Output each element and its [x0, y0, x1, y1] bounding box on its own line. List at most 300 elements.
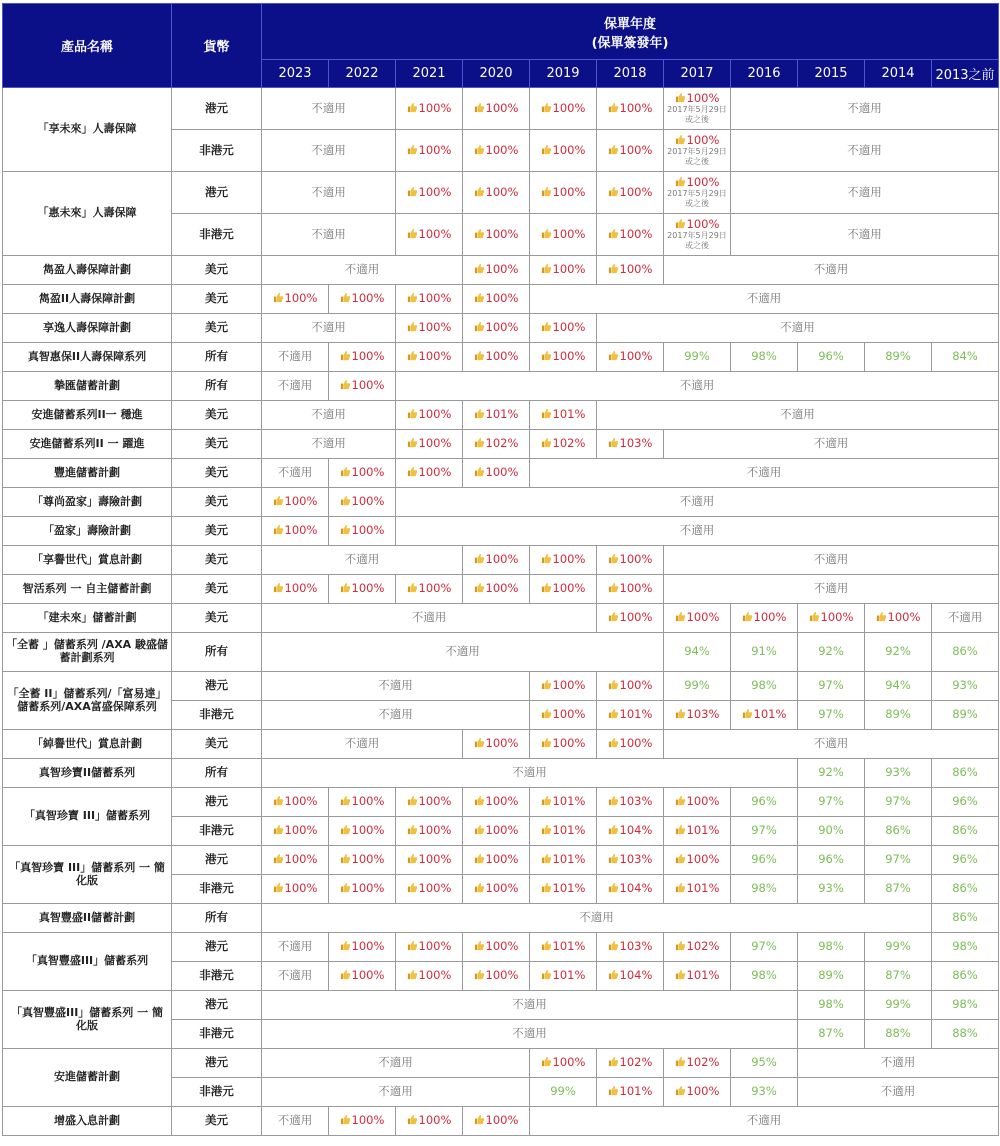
- product-name: 享逸人壽保障計劃: [3, 314, 172, 343]
- thumbs-up-icon: [474, 292, 485, 303]
- header-policy-year: [262, 4, 999, 60]
- ratio-cell-below-target: 87%: [865, 962, 932, 991]
- ratio-value: 100%: [619, 736, 653, 751]
- ratio-value: 101%: [619, 1084, 653, 1099]
- header-year: 2018: [597, 60, 664, 88]
- thumbs-up-icon: [541, 708, 552, 719]
- thumbs-up-icon: [608, 1085, 619, 1096]
- ratio-cell-met-target: [463, 846, 530, 875]
- ratio-cell-below-target: 97%: [731, 817, 798, 846]
- thumbs-up-icon: [474, 228, 485, 239]
- currency: 美元: [172, 430, 262, 459]
- ratio-cell-below-target: 86%: [932, 817, 999, 846]
- currency: 美元: [172, 314, 262, 343]
- ratio-cell-met-target: [329, 933, 396, 962]
- ratio-value: 100%: [485, 736, 519, 751]
- header-year: 2016: [731, 60, 798, 88]
- thumbs-up-icon: [675, 708, 686, 719]
- ratio-value: 100%: [552, 678, 586, 693]
- thumbs-up-icon: [608, 582, 619, 593]
- ratio-cell-met-target: [463, 575, 530, 604]
- ratio-value: 100%: [485, 794, 519, 809]
- ratio-value: 100%: [619, 678, 653, 693]
- ratio-value: 100%: [418, 184, 452, 199]
- thumbs-up-icon: [608, 737, 619, 748]
- ratio-cell-met-target: [396, 430, 463, 459]
- ratio-value: 100%: [619, 262, 653, 277]
- ratio-value: 100%: [552, 142, 586, 157]
- thumbs-up-icon: [474, 940, 485, 951]
- ratio-cell-met-target: [530, 962, 597, 991]
- table-row: [3, 730, 999, 759]
- ratio-value: 100%: [351, 523, 385, 538]
- ratio-value: 100%: [887, 610, 921, 625]
- ratio-value: 100%: [485, 823, 519, 838]
- ratio-value: 103%: [619, 794, 653, 809]
- thumbs-up-icon: [541, 582, 552, 593]
- ratio-cell-met-target: [865, 604, 932, 633]
- not-applicable-cell: 不適用: [262, 672, 530, 701]
- currency: 美元: [172, 546, 262, 575]
- currency: 美元: [172, 604, 262, 633]
- thumbs-up-icon: [407, 350, 418, 361]
- thumbs-up-icon: [474, 102, 485, 113]
- ratio-cell-met-target: [329, 875, 396, 904]
- not-applicable-cell: 不適用: [731, 214, 999, 256]
- ratio-cell-below-target: 99%: [865, 933, 932, 962]
- ratio-value: 100%: [619, 184, 653, 199]
- product-name: 安進儲蓄計劃: [3, 1049, 172, 1107]
- product-name: 「盈家」壽險計劃: [3, 517, 172, 546]
- ratio-cell-met-target: [597, 817, 664, 846]
- ratio-value: 100%: [351, 939, 385, 954]
- header-currency: 貨幣: [172, 4, 262, 88]
- not-applicable-cell: 不適用: [262, 172, 396, 214]
- ratio-value: 103%: [619, 939, 653, 954]
- not-applicable-cell: 不適用: [530, 1107, 999, 1136]
- ratio-value: 100%: [552, 262, 586, 277]
- ratio-cell-below-target: 86%: [932, 633, 999, 672]
- ratio-cell-below-target: 99%: [664, 343, 731, 372]
- ratio-cell-met-target: [664, 172, 731, 214]
- ratio-cell-met-target: [597, 1049, 664, 1078]
- table-row: [3, 672, 999, 701]
- ratio-value: 100%: [485, 142, 519, 157]
- not-applicable-cell: 不適用: [731, 172, 999, 214]
- ratio-cell-below-target: 96%: [798, 343, 865, 372]
- ratio-cell-met-target: [329, 817, 396, 846]
- ratio-cell-met-target: [329, 846, 396, 875]
- header-year: 2014: [865, 60, 932, 88]
- ratio-value: 100%: [619, 349, 653, 364]
- not-applicable-cell: 不適用: [262, 633, 664, 672]
- product-name: 「綽譽世代」賞息計劃: [3, 730, 172, 759]
- not-applicable-cell: 不適用: [262, 401, 396, 430]
- currency: 港元: [172, 172, 262, 214]
- product-name: 「真智豐盛III」儲蓄系列: [3, 933, 172, 991]
- ratio-cell-met-target: [463, 933, 530, 962]
- table-row: [3, 372, 999, 401]
- product-name: 豐進儲蓄計劃: [3, 459, 172, 488]
- thumbs-up-icon: [273, 853, 284, 864]
- table-row: [3, 788, 999, 817]
- ratio-value: 100%: [418, 852, 452, 867]
- ratio-cell-met-target: [597, 875, 664, 904]
- thumbs-up-icon: [340, 379, 351, 390]
- not-applicable-cell: 不適用: [262, 904, 932, 933]
- ratio-value: 100%: [418, 939, 452, 954]
- table-row: [3, 759, 999, 788]
- thumbs-up-icon: [407, 408, 418, 419]
- ratio-cell-below-target: 87%: [865, 875, 932, 904]
- ratio-value: 100%: [485, 881, 519, 896]
- ratio-cell-below-target: 86%: [932, 904, 999, 933]
- thumbs-up-icon: [407, 186, 418, 197]
- thumbs-up-icon: [541, 321, 552, 332]
- ratio-value: 100%: [418, 465, 452, 480]
- ratio-cell-below-target: 99%: [664, 672, 731, 701]
- thumbs-up-icon: [541, 824, 552, 835]
- product-name: 智活系列 一 自主儲蓄計劃: [3, 575, 172, 604]
- ratio-value: 100%: [552, 552, 586, 567]
- ratio-cell-met-target: [798, 604, 865, 633]
- not-applicable-cell: 不適用: [262, 459, 329, 488]
- thumbs-up-icon: [407, 437, 418, 448]
- thumbs-up-icon: [407, 795, 418, 806]
- ratio-cell-met-target: [664, 962, 731, 991]
- ratio-cell-met-target: [463, 172, 530, 214]
- table-row: [3, 488, 999, 517]
- product-name: 「全蓄 II」儲蓄系列/「富易達」儲蓄系列/AXA富盛保障系列: [3, 672, 172, 730]
- thumbs-up-icon: [675, 969, 686, 980]
- ratio-value: 103%: [619, 852, 653, 867]
- currency: 港元: [172, 88, 262, 130]
- thumbs-up-icon: [541, 186, 552, 197]
- ratio-cell-met-target: [597, 88, 664, 130]
- ratio-value: 100%: [686, 852, 720, 867]
- ratio-value: 100%: [485, 291, 519, 306]
- ratio-cell-met-target: [664, 817, 731, 846]
- ratio-value: 100%: [418, 436, 452, 451]
- ratio-cell-below-target: 91%: [731, 633, 798, 672]
- thumbs-up-icon: [608, 679, 619, 690]
- ratio-cell-met-target: [396, 343, 463, 372]
- ratio-value: 101%: [552, 794, 586, 809]
- ratio-cell-below-target: 96%: [798, 846, 865, 875]
- thumbs-up-icon: [273, 524, 284, 535]
- currency: 非港元: [172, 1020, 262, 1049]
- issue-date-note: 2017年5月29日或之後: [667, 231, 727, 251]
- ratio-cell-met-target: [597, 846, 664, 875]
- ratio-cell-below-target: 96%: [731, 846, 798, 875]
- ratio-value: 100%: [686, 132, 720, 147]
- ratio-cell-met-target: [597, 1078, 664, 1107]
- ratio-value: 100%: [552, 349, 586, 364]
- thumbs-up-icon: [340, 795, 351, 806]
- thumbs-up-icon: [340, 969, 351, 980]
- ratio-cell-met-target: [262, 846, 329, 875]
- ratio-cell-below-target: 89%: [865, 343, 932, 372]
- ratio-value: 100%: [619, 100, 653, 115]
- ratio-value: 100%: [485, 226, 519, 241]
- not-applicable-cell: 不適用: [664, 575, 999, 604]
- thumbs-up-icon: [407, 292, 418, 303]
- ratio-cell-met-target: [262, 875, 329, 904]
- currency: 美元: [172, 575, 262, 604]
- product-name: 增盛入息計劃: [3, 1107, 172, 1136]
- ratio-cell-met-target: [597, 214, 664, 256]
- thumbs-up-icon: [474, 321, 485, 332]
- ratio-cell-below-target: 96%: [932, 846, 999, 875]
- header-policy-year-line2: (保單簽發年): [591, 35, 669, 51]
- thumbs-up-icon: [541, 737, 552, 748]
- ratio-cell-met-target: [396, 846, 463, 875]
- thumbs-up-icon: [340, 940, 351, 951]
- product-name: 「惠未來」人壽保障: [3, 172, 172, 256]
- thumbs-up-icon: [340, 882, 351, 893]
- ratio-cell-met-target: [329, 285, 396, 314]
- ratio-value: 100%: [552, 707, 586, 722]
- not-applicable-cell: 不適用: [396, 488, 999, 517]
- header-year: 2022: [329, 60, 396, 88]
- ratio-value: 100%: [485, 968, 519, 983]
- thumbs-up-icon: [675, 134, 686, 145]
- ratio-cell-below-target: 97%: [731, 933, 798, 962]
- issue-date-note: 2017年5月29日或之後: [667, 189, 727, 209]
- ratio-cell-below-target: 89%: [865, 701, 932, 730]
- ratio-value: 101%: [552, 823, 586, 838]
- thumbs-up-icon: [340, 292, 351, 303]
- product-name: 「全蓄 」儲蓄系列 /AXA 駿盛儲蓄計劃系列: [3, 633, 172, 672]
- ratio-cell-met-target: [262, 488, 329, 517]
- ratio-cell-met-target: [597, 130, 664, 172]
- ratio-cell-met-target: [530, 430, 597, 459]
- table-row: [3, 343, 999, 372]
- ratio-value: 100%: [351, 881, 385, 896]
- ratio-cell-below-target: 88%: [865, 1020, 932, 1049]
- thumbs-up-icon: [273, 495, 284, 506]
- ratio-cell-below-target: 96%: [731, 788, 798, 817]
- ratio-cell-met-target: [329, 488, 396, 517]
- ratio-cell-met-target: [396, 172, 463, 214]
- ratio-cell-below-target: 84%: [932, 343, 999, 372]
- thumbs-up-icon: [675, 853, 686, 864]
- ratio-cell-met-target: [463, 730, 530, 759]
- ratio-cell-below-target: 92%: [798, 633, 865, 672]
- currency: 非港元: [172, 817, 262, 846]
- ratio-cell-met-target: [329, 343, 396, 372]
- header-year: 2020: [463, 60, 530, 88]
- currency: 美元: [172, 517, 262, 546]
- thumbs-up-icon: [742, 611, 753, 622]
- thumbs-up-icon: [474, 795, 485, 806]
- not-applicable-cell: 不適用: [664, 256, 999, 285]
- not-applicable-cell: 不適用: [262, 1049, 530, 1078]
- thumbs-up-icon: [541, 940, 552, 951]
- fulfillment-ratio-table: [2, 3, 999, 1136]
- thumbs-up-icon: [742, 708, 753, 719]
- thumbs-up-icon: [608, 1056, 619, 1067]
- currency: 美元: [172, 730, 262, 759]
- currency: 所有: [172, 343, 262, 372]
- ratio-cell-met-target: [396, 933, 463, 962]
- header-year: 2017: [664, 60, 731, 88]
- ratio-cell-met-target: [262, 575, 329, 604]
- ratio-value: 101%: [552, 939, 586, 954]
- ratio-cell-below-target: 99%: [530, 1078, 597, 1107]
- header-policy-year-line1: 保單年度: [604, 16, 657, 32]
- header-year: 2013之前: [932, 60, 999, 88]
- ratio-value: 100%: [552, 100, 586, 115]
- ratio-value: 100%: [418, 794, 452, 809]
- ratio-value: 100%: [552, 320, 586, 335]
- ratio-cell-met-target: [597, 256, 664, 285]
- ratio-value: 100%: [351, 794, 385, 809]
- ratio-cell-met-target: [396, 817, 463, 846]
- thumbs-up-icon: [608, 350, 619, 361]
- ratio-cell-met-target: [262, 788, 329, 817]
- ratio-cell-below-target: 97%: [865, 846, 932, 875]
- ratio-value: 101%: [552, 968, 586, 983]
- currency: 所有: [172, 372, 262, 401]
- currency: 港元: [172, 991, 262, 1020]
- currency: 所有: [172, 633, 262, 672]
- table-row: [3, 1107, 999, 1136]
- ratio-cell-met-target: [731, 701, 798, 730]
- ratio-value: 100%: [418, 581, 452, 596]
- ratio-value: 100%: [284, 581, 318, 596]
- currency: 港元: [172, 1049, 262, 1078]
- thumbs-up-icon: [407, 466, 418, 477]
- currency: 港元: [172, 672, 262, 701]
- ratio-cell-below-target: 97%: [798, 701, 865, 730]
- not-applicable-cell: 不適用: [262, 372, 329, 401]
- not-applicable-cell: 不適用: [262, 759, 798, 788]
- ratio-cell-below-target: 92%: [865, 633, 932, 672]
- table-row: [3, 314, 999, 343]
- ratio-cell-met-target: [396, 788, 463, 817]
- ratio-cell-met-target: [396, 401, 463, 430]
- ratio-value: 100%: [686, 610, 720, 625]
- ratio-cell-below-target: 98%: [932, 991, 999, 1020]
- thumbs-up-icon: [608, 795, 619, 806]
- ratio-cell-met-target: [597, 343, 664, 372]
- product-name: 「建未來」儲蓄計劃: [3, 604, 172, 633]
- thumbs-up-icon: [474, 737, 485, 748]
- ratio-value: 100%: [418, 349, 452, 364]
- thumbs-up-icon: [541, 144, 552, 155]
- thumbs-up-icon: [407, 1114, 418, 1125]
- thumbs-up-icon: [608, 611, 619, 622]
- thumbs-up-icon: [608, 553, 619, 564]
- issue-date-note: 2017年5月29日或之後: [667, 147, 727, 167]
- not-applicable-cell: 不適用: [262, 343, 329, 372]
- product-name: 真智豐盛II儲蓄計劃: [3, 904, 172, 933]
- ratio-cell-met-target: [396, 875, 463, 904]
- ratio-cell-met-target: [463, 285, 530, 314]
- thumbs-up-icon: [340, 466, 351, 477]
- product-name: 「真智珍寶 III」儲蓄系列: [3, 788, 172, 846]
- header-year: 2023: [262, 60, 329, 88]
- ratio-cell-met-target: [262, 817, 329, 846]
- ratio-cell-met-target: [329, 459, 396, 488]
- ratio-value: 100%: [351, 378, 385, 393]
- not-applicable-cell: 不適用: [262, 214, 396, 256]
- ratio-cell-met-target: [463, 875, 530, 904]
- ratio-cell-met-target: [597, 933, 664, 962]
- not-applicable-cell: 不適用: [262, 933, 329, 962]
- thumbs-up-icon: [340, 524, 351, 535]
- ratio-cell-met-target: [530, 575, 597, 604]
- ratio-cell-met-target: [664, 1078, 731, 1107]
- not-applicable-cell: 不適用: [530, 459, 999, 488]
- ratio-cell-met-target: [597, 962, 664, 991]
- thumbs-up-icon: [541, 437, 552, 448]
- currency: 美元: [172, 285, 262, 314]
- not-applicable-cell: 不適用: [664, 430, 999, 459]
- ratio-cell-met-target: [664, 214, 731, 256]
- ratio-cell-met-target: [597, 546, 664, 575]
- product-name: 雋盈人壽保障計劃: [3, 256, 172, 285]
- header-year: 2019: [530, 60, 597, 88]
- ratio-cell-below-target: 96%: [932, 788, 999, 817]
- table-row: [3, 88, 999, 130]
- thumbs-up-icon: [675, 176, 686, 187]
- issue-date-note: 2017年5月29日或之後: [667, 105, 727, 125]
- ratio-value: 100%: [418, 823, 452, 838]
- ratio-value: 100%: [351, 968, 385, 983]
- ratio-cell-met-target: [329, 575, 396, 604]
- thumbs-up-icon: [407, 228, 418, 239]
- ratio-cell-met-target: [329, 788, 396, 817]
- ratio-value: 100%: [351, 494, 385, 509]
- table-row: [3, 517, 999, 546]
- ratio-value: 104%: [619, 968, 653, 983]
- ratio-value: 101%: [552, 852, 586, 867]
- ratio-value: 100%: [552, 581, 586, 596]
- currency: 所有: [172, 759, 262, 788]
- thumbs-up-icon: [407, 824, 418, 835]
- thumbs-up-icon: [809, 611, 820, 622]
- not-applicable-cell: 不適用: [262, 1107, 329, 1136]
- product-name: 安進儲蓄系列II 一 躍進: [3, 430, 172, 459]
- thumbs-up-icon: [541, 679, 552, 690]
- ratio-value: 102%: [552, 436, 586, 451]
- currency: 所有: [172, 904, 262, 933]
- thumbs-up-icon: [608, 437, 619, 448]
- thumbs-up-icon: [474, 263, 485, 274]
- not-applicable-cell: 不適用: [262, 314, 396, 343]
- ratio-value: 100%: [418, 226, 452, 241]
- not-applicable-cell: 不適用: [731, 130, 999, 172]
- ratio-cell-below-target: 95%: [731, 1049, 798, 1078]
- thumbs-up-icon: [608, 940, 619, 951]
- thumbs-up-icon: [541, 408, 552, 419]
- thumbs-up-icon: [608, 969, 619, 980]
- currency: 港元: [172, 788, 262, 817]
- thumbs-up-icon: [541, 553, 552, 564]
- thumbs-up-icon: [474, 350, 485, 361]
- ratio-value: 103%: [619, 436, 653, 451]
- ratio-cell-met-target: [664, 130, 731, 172]
- not-applicable-cell: 不適用: [664, 546, 999, 575]
- currency: 港元: [172, 846, 262, 875]
- thumbs-up-icon: [608, 186, 619, 197]
- ratio-cell-met-target: [463, 459, 530, 488]
- ratio-value: 100%: [485, 465, 519, 480]
- thumbs-up-icon: [876, 611, 887, 622]
- thumbs-up-icon: [541, 263, 552, 274]
